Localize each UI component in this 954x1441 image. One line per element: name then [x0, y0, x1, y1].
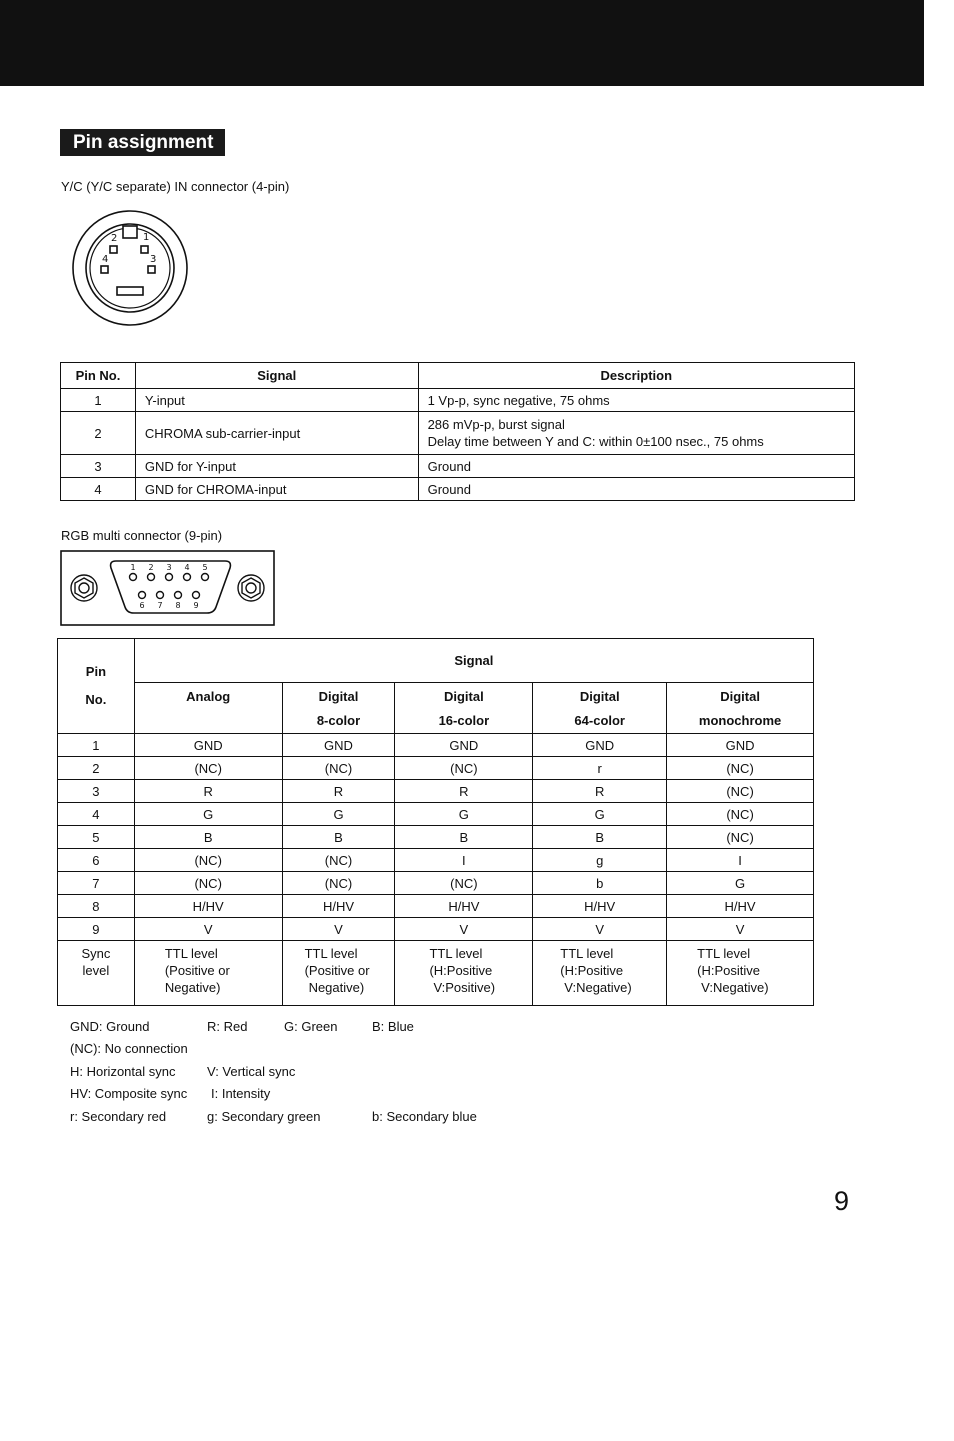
rgb-signal-cell: (NC) — [667, 803, 814, 826]
rgb-signal-cell: V — [533, 918, 667, 941]
rgb-pin-label-5: 5 — [202, 563, 208, 572]
table-row — [58, 757, 814, 780]
rgb-header-line: Digital — [318, 689, 359, 704]
rgb-signal-cell: B — [282, 826, 395, 849]
legend-item: R: Red — [207, 1019, 248, 1034]
yc-header-description: Description — [418, 363, 854, 389]
legend-item: H: Horizontal sync — [70, 1063, 176, 1079]
rgb-sync-line: TTL level — [429, 946, 483, 961]
rgb-signal-cell: V — [134, 918, 282, 941]
yc-header-pin-no: Pin No. — [61, 363, 136, 389]
page-number: 9 — [834, 1186, 850, 1216]
rgb-pin-label-2: 2 — [148, 563, 154, 572]
yc-signal: Y-input — [135, 389, 418, 412]
rgb-signal-cell: G — [533, 803, 667, 826]
rgb-pin: 4 — [58, 803, 135, 826]
yc-signal: CHROMA sub-carrier-input — [135, 412, 418, 455]
legend-item: I: Intensity — [211, 1086, 271, 1102]
rgb-signal-cell: I — [395, 849, 533, 872]
rgb-signal-cell: G — [395, 803, 533, 826]
rgb-signal-cell: (NC) — [667, 826, 814, 849]
rgb-signal-cell: B — [134, 826, 282, 849]
rgb-pin-label-6: 6 — [139, 601, 145, 610]
rgb-sync-label-line: level — [82, 963, 110, 978]
rgb-signal-cell: G — [134, 803, 282, 826]
rgb-signal-cell: (NC) — [134, 872, 282, 895]
yc-connector-caption: Y/C (Y/C separate) IN connector (4-pin) — [61, 179, 290, 194]
legend-item: g: Secondary green — [207, 1108, 321, 1124]
rgb-sync-line: (H:Positive — [429, 963, 493, 978]
table-row — [58, 826, 814, 849]
rgb-header-digital-64 — [533, 683, 667, 734]
rgb-signal-cell: (NC) — [134, 849, 282, 872]
rgb-header-pin-line: Pin — [85, 664, 107, 679]
rgb-pin-label-9: 9 — [193, 601, 199, 610]
rgb-signal-cell: (NC) — [134, 757, 282, 780]
rgb-pin: 6 — [58, 849, 135, 872]
table-row — [58, 780, 814, 803]
rgb-pin: 1 — [58, 734, 135, 757]
rgb-pin: 3 — [58, 780, 135, 803]
rgb-signal-cell: R — [134, 780, 282, 803]
rgb-signal-cell: H/HV — [134, 895, 282, 918]
yc-description-line: 286 mVp-p, burst signal — [427, 417, 565, 432]
rgb-signal-cell: (NC) — [667, 780, 814, 803]
rgb-signal-cell: (NC) — [395, 757, 533, 780]
rgb-header-line: Digital — [443, 689, 484, 704]
rgb-signal-cell: H/HV — [533, 895, 667, 918]
rgb-connector-caption: RGB multi connector (9-pin) — [61, 528, 223, 543]
rgb-pin-label-4: 4 — [184, 563, 190, 572]
rgb-sync-line: V:Negative) — [564, 980, 632, 995]
table-row-sync — [58, 941, 814, 1006]
rgb-signal-cell: R — [395, 780, 533, 803]
rgb-signal-cell: R — [282, 780, 395, 803]
yc-description: Ground — [418, 478, 854, 501]
table-row — [58, 895, 814, 918]
rgb-pin-table — [57, 638, 814, 1006]
yc-pin: 3 — [61, 455, 136, 478]
rgb-signal-cell: I — [667, 849, 814, 872]
rgb-sync-line: (H:Positive — [560, 963, 624, 978]
rgb-sync-line: V:Negative) — [701, 980, 769, 995]
rgb-sync-value — [533, 941, 667, 1006]
rgb-header-signal: Signal — [134, 639, 813, 683]
rgb-pin: 7 — [58, 872, 135, 895]
rgb-pin: 2 — [58, 757, 135, 780]
legend-item: (NC): No connection — [70, 1041, 188, 1057]
rgb-signal-cell: GND — [667, 734, 814, 757]
legend-item: r: Secondary red — [70, 1108, 167, 1124]
rgb-header-digital-8 — [282, 683, 395, 734]
rgb-signal-cell: G — [282, 803, 395, 826]
rgb-pin-label-8: 8 — [175, 601, 181, 610]
legend-item: B: Blue — [372, 1019, 414, 1034]
rgb-sync-line: (Positive or — [304, 963, 370, 978]
yc-signal: GND for Y-input — [135, 455, 418, 478]
rgb-signal-cell: GND — [282, 734, 395, 757]
table-row — [58, 849, 814, 872]
rgb-signal-cell: V — [667, 918, 814, 941]
rgb-signal-cell: H/HV — [667, 895, 814, 918]
rgb-pin: 9 — [58, 918, 135, 941]
screw-left-icon — [71, 575, 97, 601]
rgb-signal-cell: GND — [533, 734, 667, 757]
rgb-sync-value — [667, 941, 814, 1006]
yc-description: 1 Vp-p, sync negative, 75 ohms — [418, 389, 854, 412]
rgb-sync-label — [58, 941, 135, 1006]
rgb-signal-cell: G — [667, 872, 814, 895]
rgb-header-line: Digital — [579, 689, 620, 704]
rgb-sync-line: TTL level — [164, 946, 218, 961]
yc-pin: 4 — [61, 478, 136, 501]
yc-description: Ground — [418, 455, 854, 478]
rgb-signal-cell: B — [533, 826, 667, 849]
table-row — [58, 918, 814, 941]
rgb-signal-cell: r — [533, 757, 667, 780]
rgb-pin-label-7: 7 — [157, 601, 163, 610]
rgb-sync-line: (Positive or — [164, 963, 230, 978]
rgb-signal-cell: (NC) — [395, 872, 533, 895]
rgb-signal-cell: (NC) — [282, 757, 395, 780]
rgb-signal-cell: V — [282, 918, 395, 941]
rgb-header-line: Analog — [186, 689, 231, 704]
rgb-signal-cell: V — [395, 918, 533, 941]
rgb-sync-label-line: Sync — [81, 946, 111, 961]
legend-item: GND: Ground — [70, 1019, 150, 1034]
rgb-header-line: 8-color — [316, 713, 361, 728]
rgb-pin: 8 — [58, 895, 135, 918]
rgb-header-digital-16 — [395, 683, 533, 734]
rgb-signal-cell: B — [395, 826, 533, 849]
rgb-header-pin-line: No. — [85, 692, 107, 707]
rgb-header-line: 64-color — [574, 713, 625, 728]
yc-pin-label-3: 3 — [150, 254, 157, 265]
rgb-sync-value — [395, 941, 533, 1006]
rgb-header-pin-no — [58, 639, 135, 734]
rgb-sync-value — [134, 941, 282, 1006]
legend-item: G: Green — [284, 1019, 338, 1034]
yc-signal: GND for CHROMA-input — [135, 478, 418, 501]
rgb-sync-value — [282, 941, 395, 1006]
rgb-header-line: Digital — [720, 689, 760, 704]
screw-right-icon — [238, 575, 264, 601]
table-row — [58, 803, 814, 826]
rgb-sync-line: V:Positive) — [433, 980, 496, 995]
table-row — [58, 734, 814, 757]
rgb-header-line: 16-color — [438, 713, 490, 728]
rgb-header-digital-mono — [667, 683, 814, 734]
rgb-pin-label-1: 1 — [130, 563, 136, 572]
rgb-signal-cell: H/HV — [282, 895, 395, 918]
rgb-header-line: monochrome — [698, 713, 782, 728]
rgb-signal-cell: (NC) — [282, 872, 395, 895]
rgb-signal-cell: b — [533, 872, 667, 895]
rgb-header-analog — [134, 683, 282, 734]
legend-item: V: Vertical sync — [207, 1063, 296, 1079]
section-title: Pin assignment — [60, 129, 225, 156]
rgb-sync-line: Negative) — [164, 980, 221, 995]
table-row — [58, 872, 814, 895]
rgb-signal-cell: GND — [395, 734, 533, 757]
yc-header-signal: Signal — [135, 363, 418, 389]
yc-description-line: Delay time between Y and C: within 0±100 nsec., 75 ohms — [427, 434, 764, 449]
yc-pin-label-4: 4 — [102, 254, 109, 265]
rgb-sync-line: TTL level — [697, 946, 751, 961]
rgb-sync-line: (H:Positive — [697, 963, 760, 978]
rgb-sync-line: TTL level — [560, 946, 614, 961]
yc-pin-label-1: 1 — [143, 232, 150, 243]
rgb-signal-cell: H/HV — [395, 895, 533, 918]
yc-pin: 2 — [61, 412, 136, 455]
rgb-signal-cell: (NC) — [667, 757, 814, 780]
yc-pin-label-2: 2 — [111, 233, 118, 244]
rgb-signal-cell: GND — [134, 734, 282, 757]
rgb-sync-line: Negative) — [308, 980, 365, 995]
rgb-pin: 5 — [58, 826, 135, 849]
legend-item: HV: Composite sync — [70, 1086, 188, 1102]
rgb-signal-cell: g — [533, 849, 667, 872]
rgb-signal-cell: (NC) — [282, 849, 395, 872]
rgb-pin-label-3: 3 — [166, 563, 172, 572]
rgb-sync-line: TTL level — [304, 946, 358, 961]
yc-pin: 1 — [61, 389, 136, 412]
legend-item: b: Secondary blue — [372, 1108, 477, 1124]
rgb-signal-cell: R — [533, 780, 667, 803]
